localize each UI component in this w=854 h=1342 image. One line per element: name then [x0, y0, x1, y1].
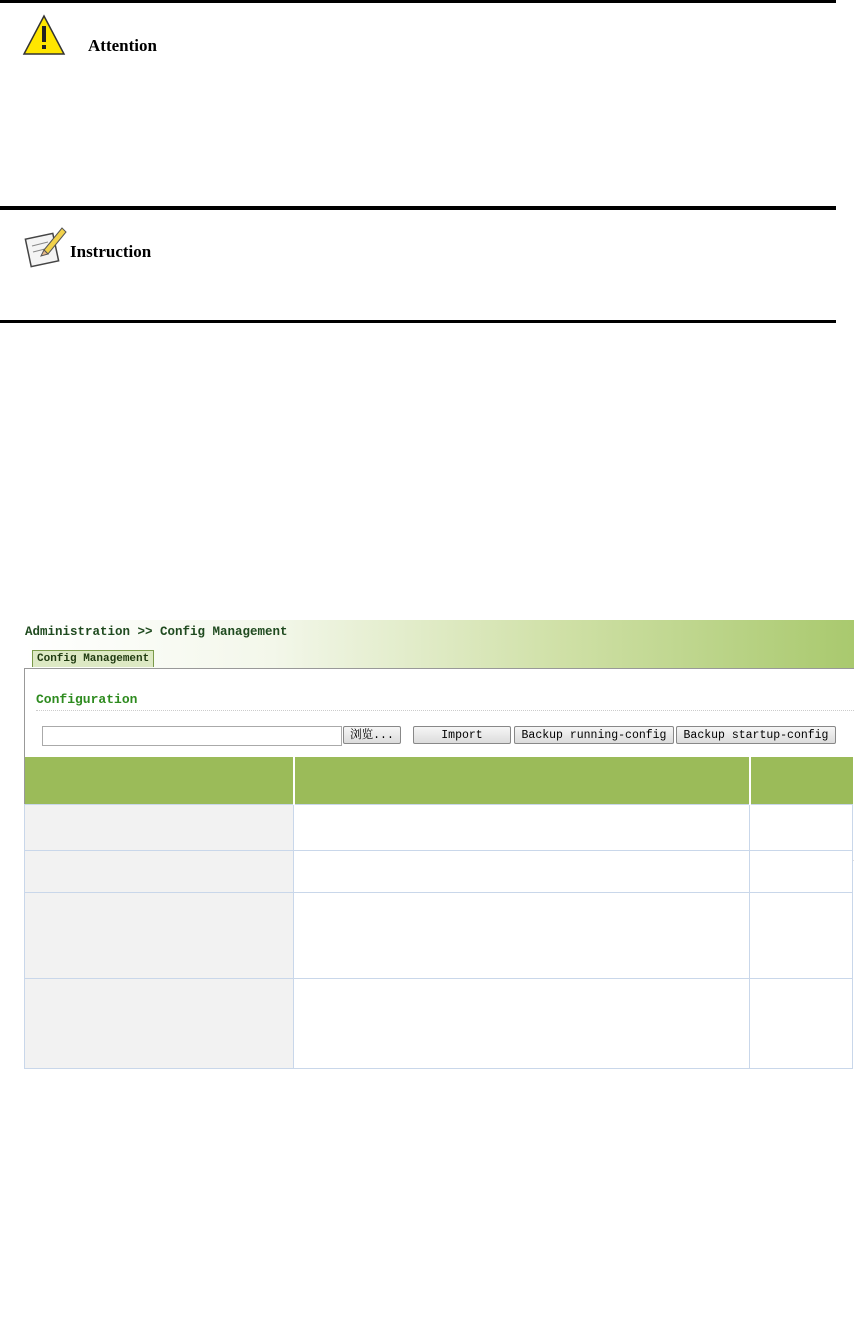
table-cell [750, 851, 853, 893]
backup-startup-config-button[interactable]: Backup startup-config [676, 726, 836, 744]
table-row [25, 893, 853, 979]
table-cell [25, 851, 294, 893]
breadcrumb: Administration >> Config Management [25, 625, 288, 639]
instruction-title: Instruction [70, 242, 152, 261]
warning-icon [22, 14, 66, 56]
top-rule [0, 0, 836, 3]
tab-config-management[interactable]: Config Management [32, 650, 154, 667]
browse-button[interactable]: 浏览... [343, 726, 401, 744]
backup-running-config-button[interactable]: Backup running-config [514, 726, 674, 744]
parameter-table [24, 757, 853, 1069]
file-path-input[interactable] [42, 726, 342, 746]
notepad-pencil-icon [22, 222, 68, 268]
attention-title: Attention [88, 36, 157, 55]
table-row [25, 805, 853, 851]
table-header-cell [294, 757, 750, 805]
table-cell [294, 851, 750, 893]
table-cell [294, 893, 750, 979]
table-header-cell [25, 757, 294, 805]
table-cell [25, 893, 294, 979]
breadcrumb-bar [24, 620, 854, 642]
section-divider [36, 710, 854, 712]
table-cell [294, 979, 750, 1069]
table-row [25, 979, 853, 1069]
import-button[interactable]: Import [413, 726, 511, 744]
table-cell [294, 805, 750, 851]
table-cell [750, 805, 853, 851]
table-header-cell [750, 757, 853, 805]
table-cell [750, 893, 853, 979]
instruction-bottom-rule [0, 320, 836, 323]
attention-bottom-rule [0, 206, 836, 210]
table-cell [750, 979, 853, 1069]
table-cell [25, 805, 294, 851]
section-title: Configuration [36, 692, 138, 707]
table-header-row [25, 757, 853, 805]
table-cell [25, 979, 294, 1069]
table-row [25, 851, 853, 893]
